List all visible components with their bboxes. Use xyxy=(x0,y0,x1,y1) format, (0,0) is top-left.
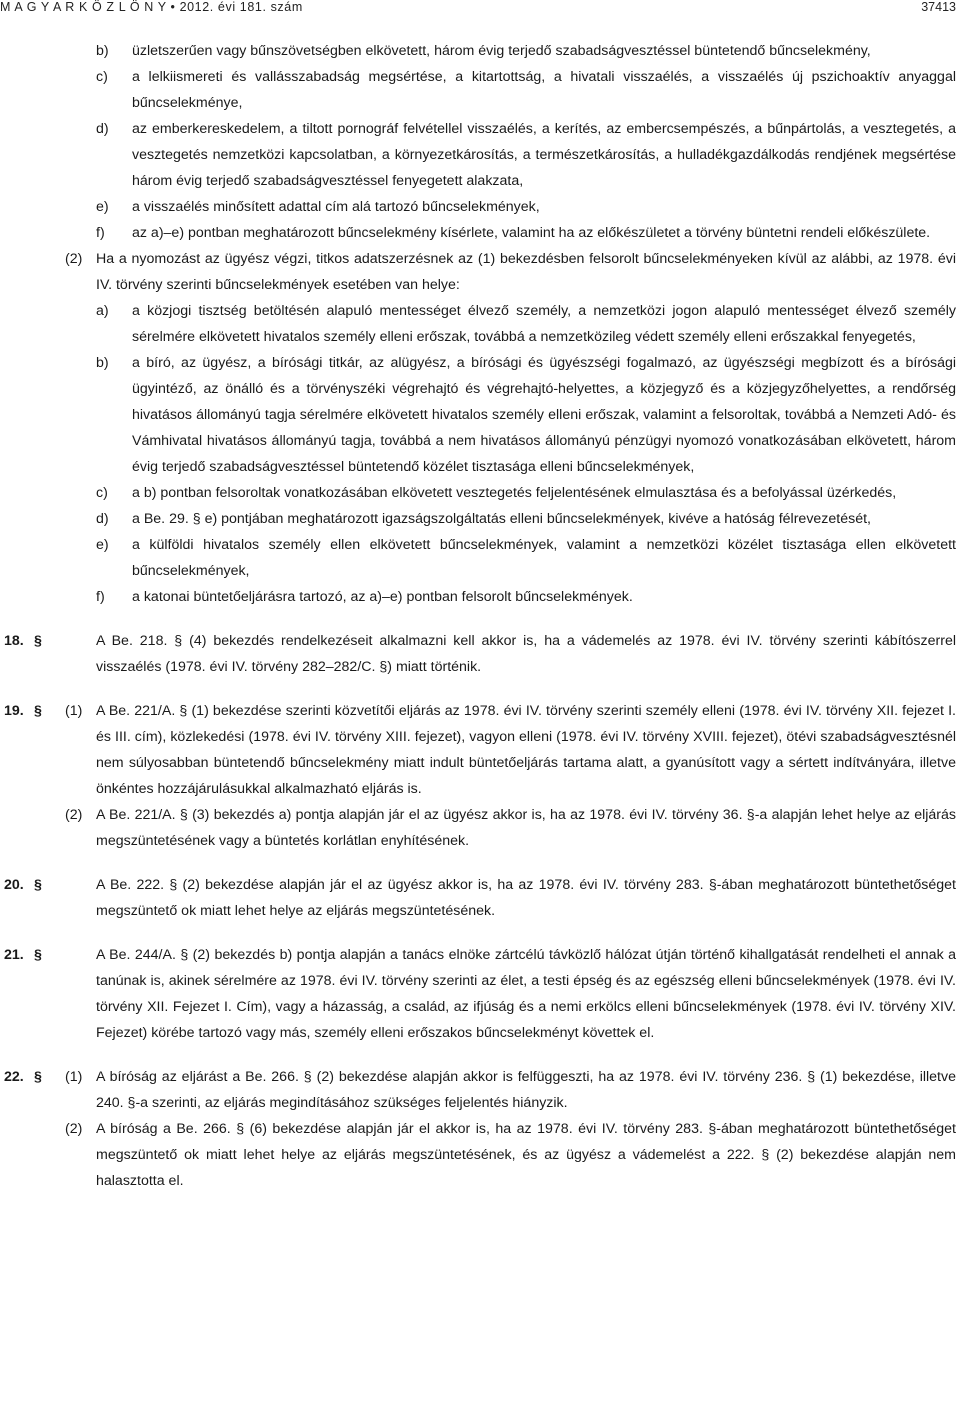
item-text: a Be. 29. § e) pontjában meghatározott igazságszolgáltatás elleni bűncselekmények, kivéve a hatóság félrevezetését, xyxy=(132,511,871,527)
item-label: a) xyxy=(96,303,109,319)
section-text: A Be. 222. § (2) bekezdése alapján jár el az ügyész akkor is, ha az 1978. évi IV. törvény 283. §-ában meghatározott büntethetőséget megszüntető ok miatt lehet helye az eljárás megszüntetésének. xyxy=(96,877,956,919)
paragraph-text: Ha a nyomozást az ügyész végzi, titkos adatszerzésnek az (1) bekezdésben felsorolt bűncselekményeken kívül az alábbi, az 1978. évi IV. törvény szerinti bűncselekmények esetében van helye: xyxy=(96,251,956,293)
list-item xyxy=(0,194,960,220)
list-item xyxy=(0,480,960,506)
paragraph-label: (2) xyxy=(65,251,83,267)
section-21 xyxy=(0,942,960,1046)
section-20 xyxy=(0,872,960,924)
item-label: d) xyxy=(96,511,109,527)
item-label: c) xyxy=(96,485,108,501)
item-label: f) xyxy=(96,589,105,605)
paragraph-text: A bíróság az eljárást a Be. 266. § (2) bekezdése alapján akkor is felfüggeszti, ha az 1978. évi IV. törvény 236. § (1) bekezdése, illetve 240. §-a szerinti, az eljárás megindításához szükséges feljelentés hiányzik. xyxy=(96,1069,956,1111)
section-text: A Be. 244/A. § (2) bekezdés b) pontja alapján a tanács elnöke zártcélú távközlő hálózat útján történő kihallgatását rendelheti el annak a tanúnak is, akinek sérelmére az 1978. évi IV. törvény szerinti az élet, a testi épség és az egészség elleni bűncselekmények (1978. évi IV. törvény XII. Fejezet I. Cím), vagy a házasság, a család, az ifjúság és a nemi erkölcs elleni bűncselekmények (1978. évi IV. törvény XIV. Fejezet) körébe tartozó vagy más, személy elleni erőszakos bűncselekményt követtek el. xyxy=(96,947,956,1041)
list-item xyxy=(0,64,960,116)
item-text: a katonai büntetőeljárásra tartozó, az a)–e) pontban felsorolt bűncselekmények. xyxy=(132,589,633,605)
list-item xyxy=(0,532,960,584)
page-number: 37413 xyxy=(921,0,956,14)
item-label: c) xyxy=(96,69,108,85)
paragraph xyxy=(65,1116,960,1194)
item-text: az a)–e) pontban meghatározott bűncselekmény kísérlete, valamint ha az előkészületet a törvény büntetni rendeli előkészülete. xyxy=(132,225,931,241)
section-symbol: § xyxy=(34,703,42,719)
item-text: az emberkereskedelem, a tiltott pornográf felvétellel visszaélés, a kerítés, az embercsempészés, a bűnpártolás, a vesztegetés, a vesztegetés nemzetközi kapcsolatban, a környezetkárosítás, a természetkárosítás, a hulladékgazdálkodás rendjének megsértése három évig terjedő szabadságvesztéssel fenyegetett alakzata, xyxy=(132,121,956,189)
paragraph-label: (1) xyxy=(65,1069,83,1085)
section-22 xyxy=(0,1064,960,1194)
item-text: a külföldi hivatalos személy ellen elkövetett bűncselekmények, valamint a nemzetközi közélet tisztasága ellen elkövetett bűncselekmények, xyxy=(132,537,956,579)
list-item xyxy=(0,298,960,350)
paragraph-text: A Be. 221/A. § (1) bekezdése szerinti közvetítői eljárás az 1978. évi IV. törvény szerinti személy elleni (1978. évi IV. törvény XII. fejezet I. és III. cím), közlekedési (1978. évi IV. törvény XIII. fejezet), vagyon elleni (1978. évi IV. törvény XVIII. fejezet), ötévi szabadságvesztésnél nem súlyosabban büntetendő bűncselekmény miatt indult büntetőeljárás tartama alatt, a gyanúsított vagy a sértett indítványára, illetve önkéntes hozzájárulásukkal alkalmazható eljárás is. xyxy=(96,703,956,797)
paragraph-label: (2) xyxy=(65,1121,83,1137)
list-item xyxy=(0,116,960,194)
item-label: e) xyxy=(96,537,109,553)
paragraph-text: A bíróság a Be. 266. § (6) bekezdése alapján jár el akkor is, ha az 1978. évi IV. törvény 283. §-ában meghatározott büntethetőséget megszüntető ok miatt lehet helye az eljárás megszüntetésének, és az ügyész a vádemelést a 222. § (2) bekezdése alapján nem halasztotta el. xyxy=(96,1121,956,1189)
item-text: a b) pontban felsoroltak vonatkozásában elkövetett vesztegetés feljelentésének elmulasztása és a befolyással üzérkedés, xyxy=(132,485,897,501)
paragraph xyxy=(65,1064,960,1116)
document-body xyxy=(0,38,960,1194)
paragraph xyxy=(65,802,960,854)
item-text: a visszaélés minősített adattal cím alá tartozó bűncselekmények, xyxy=(132,199,540,215)
item-text: a lelkiismereti és vallásszabadság megsértése, a kitartottság, a hivatali visszaélés, a visszaélés új pszichoaktív anyaggal bűncselekménye, xyxy=(132,69,956,111)
list-item xyxy=(0,38,960,64)
item-text: a közjogi tisztség betöltésén alapuló mentességet élvező személy, a nemzetközi jogon alapuló mentességet élvező személy sérelmére elkövetett hivatalos személy elleni erőszak, továbbá a nemzetközileg védett személy elleni erőszakkal fenyegetés, xyxy=(132,303,956,345)
section-number: 22. xyxy=(4,1069,24,1085)
paragraph-label: (1) xyxy=(65,703,83,719)
list-item xyxy=(0,506,960,532)
section-symbol: § xyxy=(34,877,42,893)
list-item xyxy=(0,350,960,480)
section-number: 20. xyxy=(4,877,24,893)
section-symbol: § xyxy=(34,633,42,649)
paragraph xyxy=(65,698,960,802)
list-item xyxy=(0,220,960,246)
section-number: 18. xyxy=(4,633,24,649)
item-text: üzletszerűen vagy bűnszövetségben elkövetett, három évig terjedő szabadságvesztéssel büntetendő bűncselekmény, xyxy=(132,43,871,59)
section-symbol: § xyxy=(34,947,42,963)
section-symbol: § xyxy=(34,1069,42,1085)
list-item xyxy=(0,584,960,610)
page-header xyxy=(0,0,960,16)
item-label: b) xyxy=(96,355,109,371)
item-label: b) xyxy=(96,43,109,59)
item-text: a bíró, az ügyész, a bírósági titkár, az alügyész, a bírósági és ügyészségi fogalmazó, az ügyészségi megbízott és a bírósági ügyintéző, az önálló és a törvényszéki végrehajtó és végrehajtó-helyettes, a közjegyző és a közjegyzőhelyettes, a rendőrség hivatásos állományú tagja sérelmére elkövetett hivatalos személy elleni erőszak, valamint a felsoroltak, továbbá a Nemzeti Adó- és Vámhivatal hivatásos állományú tagja, továbbá a nem hivatásos állományú pénzügyi nyomozó vonatkozásában elkövetett, három évig terjedő szabadságvesztéssel büntetendő közélet tisztasága elleni bűncselekmények, xyxy=(132,355,956,475)
paragraph-text: A Be. 221/A. § (3) bekezdés a) pontja alapján jár el az ügyész akkor is, ha az 1978. évi IV. törvény 36. §-a alapján lehet helye az eljárás megszüntetésének vagy a büntetés korlátlan enyhítésének. xyxy=(96,807,956,849)
item-label: d) xyxy=(96,121,109,137)
section-number: 21. xyxy=(4,947,24,963)
paragraph xyxy=(0,246,960,298)
section-text: A Be. 218. § (4) bekezdés rendelkezéseit alkalmazni kell akkor is, ha a vádemelés az 1978. évi IV. törvény szerinti kábítószerrel visszaélés (1978. évi IV. törvény 282–282/C. §) miatt történik. xyxy=(96,633,956,675)
section-19 xyxy=(0,698,960,854)
journal-title: M A G Y A R K Ö Z L Ö N Y • 2012. évi 181. szám xyxy=(0,0,303,14)
item-label: f) xyxy=(96,225,105,241)
section-number: 19. xyxy=(4,703,24,719)
section-18 xyxy=(0,628,960,680)
paragraph-label: (2) xyxy=(65,807,83,823)
item-label: e) xyxy=(96,199,109,215)
